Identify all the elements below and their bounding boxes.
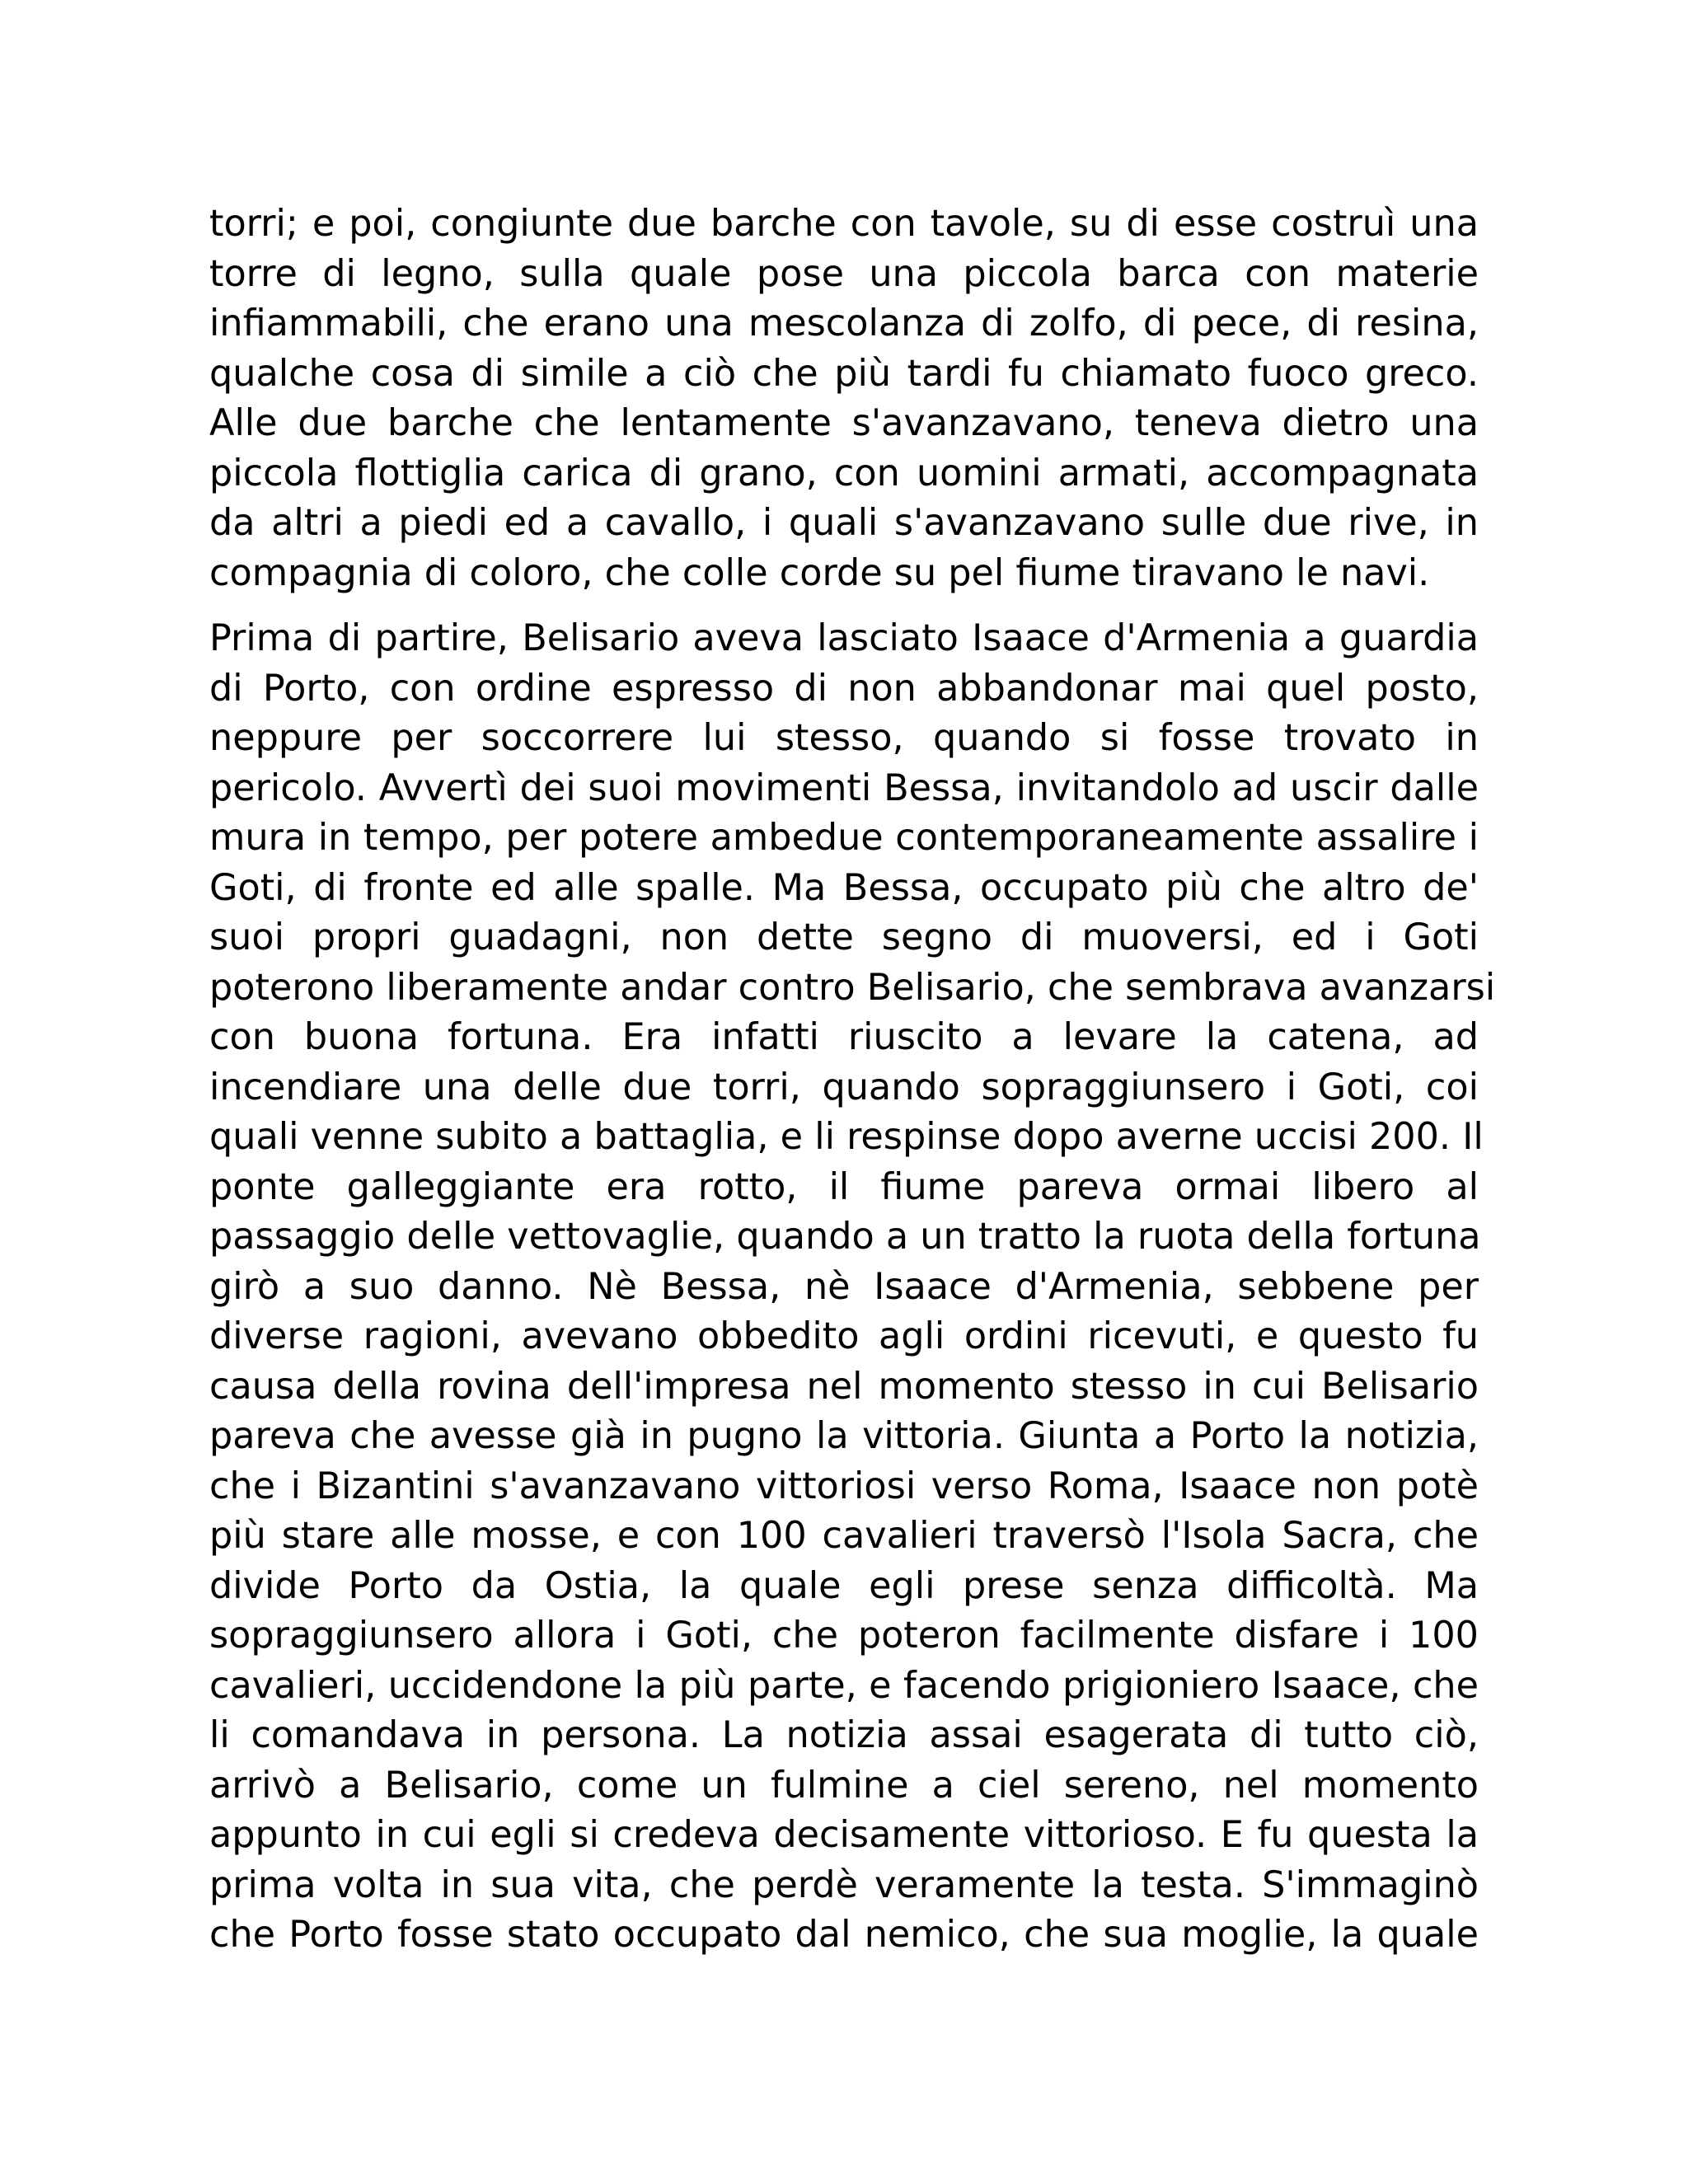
text-line: passaggio delle vettovaglie, quando a un tratto la ruota della fortuna bbox=[209, 1216, 1481, 1258]
text-line: causa della rovina dell'impresa nel momento stesso in cui Belisario bbox=[209, 1365, 1479, 1408]
text-line: Prima di partire, Belisario aveva lasciato Isaace d'Armenia a guardia bbox=[209, 617, 1479, 659]
paragraph-spacing bbox=[209, 598, 1479, 614]
text-line: appunto in cui egli si credeva decisamente vittorioso. E fu questa la bbox=[209, 1814, 1479, 1856]
text-line: Goti, di fronte ed alle spalle. Ma Bessa, occupato più che altro de' bbox=[209, 866, 1479, 909]
text-line: arrivò a Belisario, come un fulmine a ciel sereno, nel momento bbox=[209, 1764, 1479, 1807]
text-line: pareva che avesse già in pugno la vittoria. Giunta a Porto la notizia, bbox=[209, 1415, 1479, 1457]
text-line: da altri a piedi ed a cavallo, i quali s'avanzavano sulle due rive, in bbox=[209, 502, 1479, 544]
text-line: piccola flottiglia carica di grano, con uomini armati, accompagnata bbox=[209, 452, 1479, 494]
paragraph-2 bbox=[209, 614, 1496, 1961]
text-line: di Porto, con ordine espresso di non abbandonar mai quel posto, bbox=[209, 667, 1479, 710]
text-line: Alle due barche che lentamente s'avanzavano, teneva dietro una bbox=[209, 402, 1479, 444]
text-line: prima volta in sua vita, che perdè veramente la testa. S'immaginò bbox=[209, 1863, 1479, 1906]
text-line: neppure per soccorrere lui stesso, quando si fosse trovato in bbox=[209, 717, 1479, 759]
text-line: più stare alle mosse, e con 100 cavalieri traversò l'Isola Sacra, che bbox=[209, 1515, 1479, 1557]
text-line: che i Bizantini s'avanzavano vittoriosi verso Roma, Isaace non potè bbox=[209, 1465, 1479, 1507]
text-line: torre di legno, sulla quale pose una piccola barca con materie bbox=[209, 252, 1479, 295]
text-line: qualche cosa di simile a ciò che più tardi fu chiamato fuoco greco. bbox=[209, 352, 1479, 395]
text-line: divide Porto da Ostia, la quale egli prese senza difficoltà. Ma bbox=[209, 1564, 1479, 1607]
body-text bbox=[209, 199, 1496, 1961]
text-line: girò a suo danno. Nè Bessa, nè Isaace d'Armenia, sebbene per bbox=[209, 1265, 1479, 1308]
paragraph-1 bbox=[209, 199, 1479, 598]
text-line: incendiare una delle due torri, quando sopraggiunsero i Goti, coi bbox=[209, 1066, 1479, 1108]
text-line: torri; e poi, congiunte due barche con tavole, su di esse costruì una bbox=[209, 203, 1479, 245]
text-line: infiammabili, che erano una mescolanza di zolfo, di pece, di resina, bbox=[209, 302, 1479, 344]
text-line: pericolo. Avvertì dei suoi movimenti Bessa, invitandolo ad uscir dalle bbox=[209, 766, 1479, 809]
text-line: li comandava in persona. La notizia assai esagerata di tutto ciò, bbox=[209, 1714, 1479, 1756]
text-line: cavalieri, uccidendone la più parte, e facendo prigioniero Isaace, che bbox=[209, 1664, 1479, 1707]
text-line: compagnia di coloro, che colle corde su pel fiume tiravano le navi. bbox=[209, 551, 1430, 594]
text-line: con buona fortuna. Era infatti riuscito a levare la catena, ad bbox=[209, 1016, 1479, 1058]
text-line: mura in tempo, per potere ambedue contemporaneamente assalire i bbox=[209, 817, 1479, 859]
text-line: che Porto fosse stato occupato dal nemico, che sua moglie, la quale bbox=[209, 1914, 1479, 1956]
text-line: quali venne subito a battaglia, e li respinse dopo averne uccisi 200. Il bbox=[209, 1116, 1484, 1158]
text-line: diverse ragioni, avevano obbedito agli ordini ricevuti, e questo fu bbox=[209, 1315, 1479, 1357]
text-line: sopraggiunsero allora i Goti, che poteron facilmente disfare i 100 bbox=[209, 1615, 1479, 1657]
text-line: ponte galleggiante era rotto, il fiume pareva ormai libero al bbox=[209, 1165, 1479, 1208]
text-line: poterono liberamente andar contro Belisario, che sembrava avanzarsi bbox=[209, 966, 1496, 1009]
text-line: suoi propri guadagni, non dette segno di muoversi, ed i Goti bbox=[209, 916, 1479, 958]
